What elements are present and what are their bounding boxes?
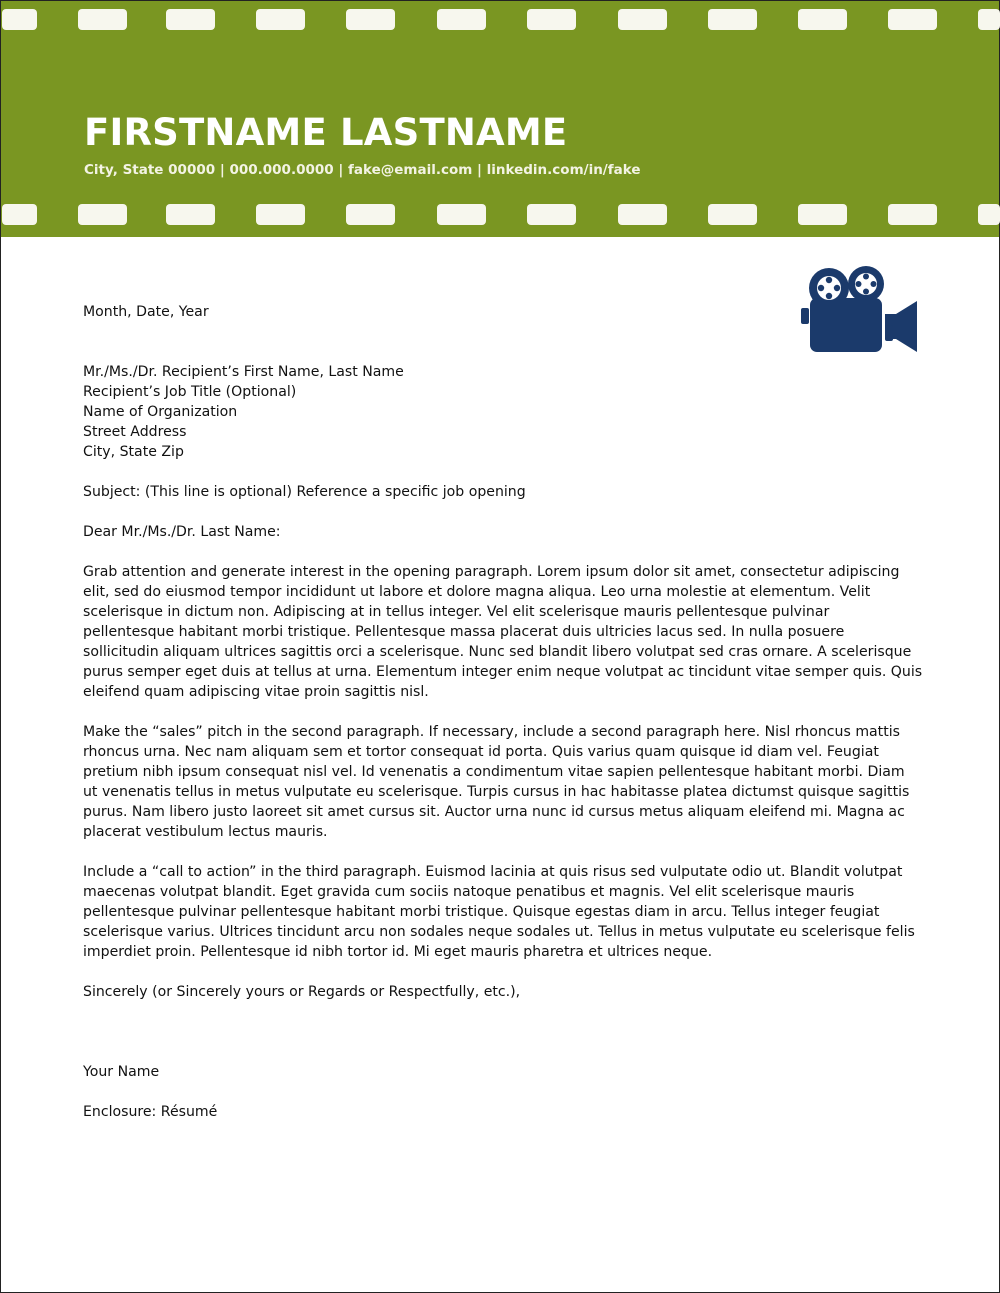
recipient-block	[83, 362, 923, 462]
paragraph-call-to-action: Include a “call to action” in the third paragraph. Euismod lacinia at quis risus sed vulputate odio ut. Blandit volutpat maecenas volutpat blandit. Eget gravida cum sociis natoque penatibus et magnis. Vel elit scelerisque mauris pellentesque pulvinar pellentesque habitant morbi tristique. Quisque egestas diam in arcu. Tellus integer feugiat scelerisque varius. Ultrices tincidunt arcu non sodales neque sodales ut. Tellus in metus vulputate eu scelerisque felis imperdiet proin. Pellentesque id nibh tortor id. Mi eget mauris pharetra et ultrices neque.	[83, 864, 915, 960]
recipient-organization: Name of Organization	[83, 404, 238, 420]
paragraph-sales-pitch: Make the “sales” pitch in the second paragraph. If necessary, include a second paragraph here. Nisl rhoncus mattis rhoncus urna. Nec nam aliquam sem et tortor consequat id porta. Quis varius quam quisque id diam vel. Feugiat pretium nibh ipsum consequat nisl vel. Id venenatis a condimentum vitae sapien pellentesque habitant morbi. Diam ut venenatis tellus in metus vulputate eu scelerisque. Turpis cursus in hac habitasse platea dictumst quisque sagittis purus. Nam libero justo laoreet sit amet cursus sit. Auctor urna nunc id cursus metus aliquam eleifend mi. Magna ac placerat vestibulum lectus mauris.	[83, 724, 910, 840]
film-perforation	[2, 204, 37, 225]
film-perforation	[256, 9, 305, 30]
film-perforation	[78, 204, 127, 225]
letter-body	[83, 302, 923, 1122]
film-perforation	[166, 204, 215, 225]
film-perforation	[437, 204, 486, 225]
film-perforation	[527, 9, 576, 30]
signature-name: Your Name	[83, 1064, 160, 1080]
subject-line: Subject: (This line is optional) Reference a specific job opening	[83, 484, 526, 500]
applicant-name: FIRSTNAME LASTNAME	[84, 111, 568, 154]
recipient-name: Mr./Ms./Dr. Recipient’s First Name, Last Name	[83, 364, 404, 380]
film-perforation	[798, 9, 847, 30]
film-perforation	[527, 204, 576, 225]
film-perforation	[978, 204, 1000, 225]
contact-info: City, State 00000 | 000.000.0000 | fake@email.com | linkedin.com/in/fake	[84, 162, 641, 178]
film-perforation	[618, 204, 667, 225]
film-perforations-bottom	[1, 204, 999, 225]
salutation: Dear Mr./Ms./Dr. Last Name:	[83, 524, 281, 540]
film-perforation	[256, 204, 305, 225]
film-perforation	[437, 9, 486, 30]
film-perforation	[346, 204, 395, 225]
recipient-city: City, State Zip	[83, 444, 184, 460]
paragraph-opening: Grab attention and generate interest in the opening paragraph. Lorem ipsum dolor sit amet, consectetur adipiscing elit, sed do eiusmod tempor incididunt ut labore et dolore magna aliqua. Leo urna molestie at elementum. Velit scelerisque in dictum non. Adipiscing at in tellus integer. Vel elit scelerisque mauris pellentesque pulvinar pellentesque habitant morbi tristique. Pellentesque massa placerat duis ultricies lacus sed. In nulla posuere sollicitudin aliquam ultrices sagittis orci a scelerisque. Nunc sed blandit libero volutpat sed cras ornare. A scelerisque purus semper eget duis at tellus at urna. Elementum integer enim neque volutpat ac tincidunt vitae semper quis. Quis eleifend quam adipiscing vitae proin sagittis nisl.	[83, 564, 923, 700]
film-perforation	[2, 9, 37, 30]
recipient-street: Street Address	[83, 424, 187, 440]
film-perforation	[978, 9, 1000, 30]
letter-date: Month, Date, Year	[83, 304, 209, 320]
film-perforation	[346, 9, 395, 30]
film-perforations-top	[1, 9, 999, 30]
film-perforation	[888, 204, 937, 225]
film-perforation	[798, 204, 847, 225]
film-perforation	[708, 204, 757, 225]
recipient-job-title: Recipient’s Job Title (Optional)	[83, 384, 297, 400]
film-perforation	[618, 9, 667, 30]
closing: Sincerely (or Sincerely yours or Regards or Respectfully, etc.),	[83, 984, 521, 1000]
film-perforation	[888, 9, 937, 30]
film-perforation	[708, 9, 757, 30]
film-perforation	[78, 9, 127, 30]
header-band	[1, 1, 999, 237]
enclosure-line: Enclosure: Résumé	[83, 1104, 218, 1120]
film-perforation	[166, 9, 215, 30]
